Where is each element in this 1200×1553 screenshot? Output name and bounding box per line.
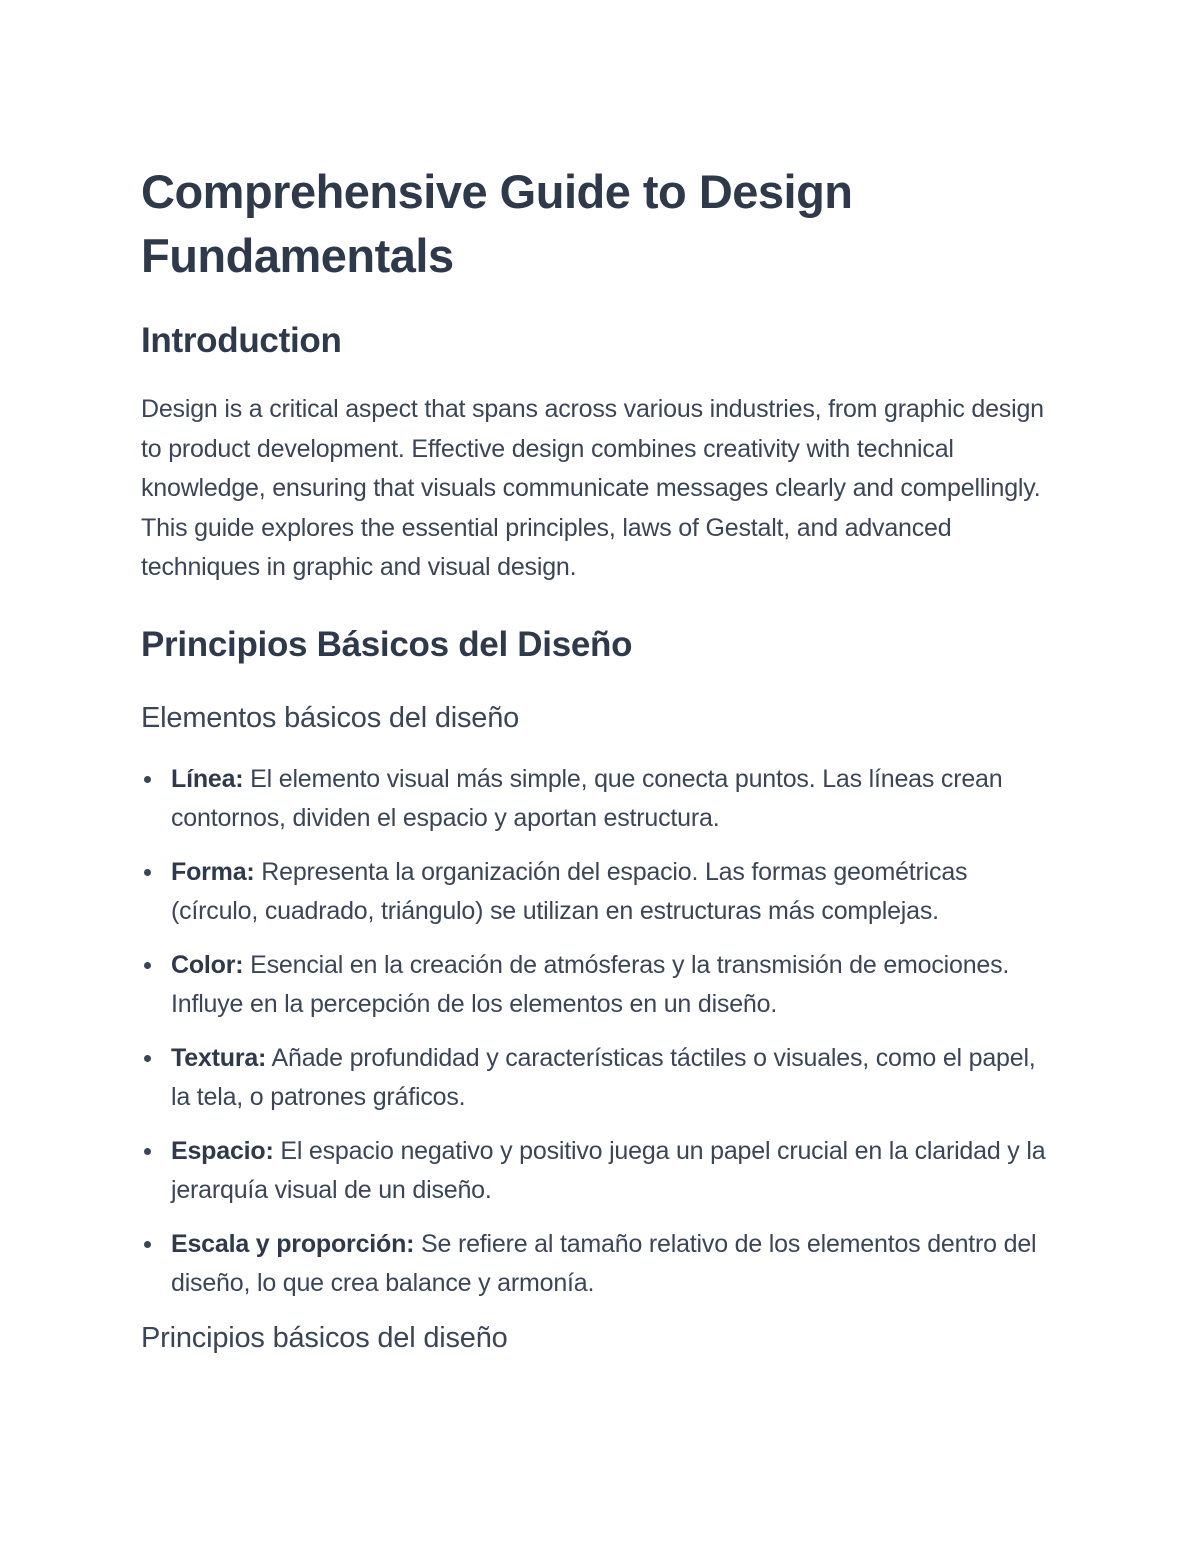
elements-list xyxy=(141,760,1056,1304)
elements-subheading: Elementos básicos del diseño xyxy=(141,701,520,734)
bullet-icon xyxy=(144,1241,151,1248)
list-item-text: El elemento visual más simple, que conecta puntos. Las líneas crean contornos, dividen el espacio y aportan estructura. xyxy=(171,764,1003,832)
list-item-term: Textura: xyxy=(171,1043,267,1072)
bullet-icon xyxy=(144,1055,151,1062)
list-item xyxy=(141,1039,1056,1118)
list-item-term: Línea: xyxy=(171,764,244,793)
bullet-icon xyxy=(144,962,151,969)
list-item-text: Añade profundidad y características táctiles o visuales, como el papel, la tela, o patrones gráficos. xyxy=(171,1043,1036,1111)
bullet-icon xyxy=(144,1148,151,1155)
list-item-text: Representa la organización del espacio. Las formas geométricas (círculo, cuadrado, triángulo) se utilizan en estructuras más complejas. xyxy=(171,857,968,925)
list-item-term: Espacio: xyxy=(171,1136,274,1165)
principles-heading: Principios Básicos del Diseño xyxy=(141,624,633,664)
list-item-term: Forma: xyxy=(171,857,255,886)
list-item xyxy=(141,1225,1056,1304)
bullet-icon xyxy=(144,776,151,783)
principles-subheading: Principios básicos del diseño xyxy=(141,1321,508,1354)
document-title: Comprehensive Guide to Design Fundamentals xyxy=(141,165,853,282)
list-item xyxy=(141,1132,1056,1211)
list-item-text: El espacio negativo y positivo juega un papel crucial en la claridad y la jerarquía visual de un diseño. xyxy=(171,1136,1046,1204)
intro-heading: Introduction xyxy=(141,321,342,360)
list-item-text: Esencial en la creación de atmósferas y la transmisión de emociones. Influye en la percepción de los elementos en un diseño. xyxy=(171,950,1010,1018)
list-item xyxy=(141,853,1056,932)
bullet-icon xyxy=(144,869,151,876)
document-page xyxy=(141,160,1056,1358)
list-item-term: Escala y proporción: xyxy=(171,1229,415,1258)
list-item-term: Color: xyxy=(171,950,244,979)
list-item xyxy=(141,760,1056,839)
intro-paragraph: Design is a critical aspect that spans across various industries, from graphic design to product development. Effective design combines creativity with technical knowledge, ensuring that visuals communicate messages clearly and compellingly. This guide explores the essential principles, laws of Gestalt, and advanced techniques in graphic and visual design. xyxy=(141,395,1044,581)
list-item xyxy=(141,946,1056,1025)
list-item-text: Se refiere al tamaño relativo de los elementos dentro del diseño, lo que crea balance y armonía. xyxy=(171,1229,1037,1297)
